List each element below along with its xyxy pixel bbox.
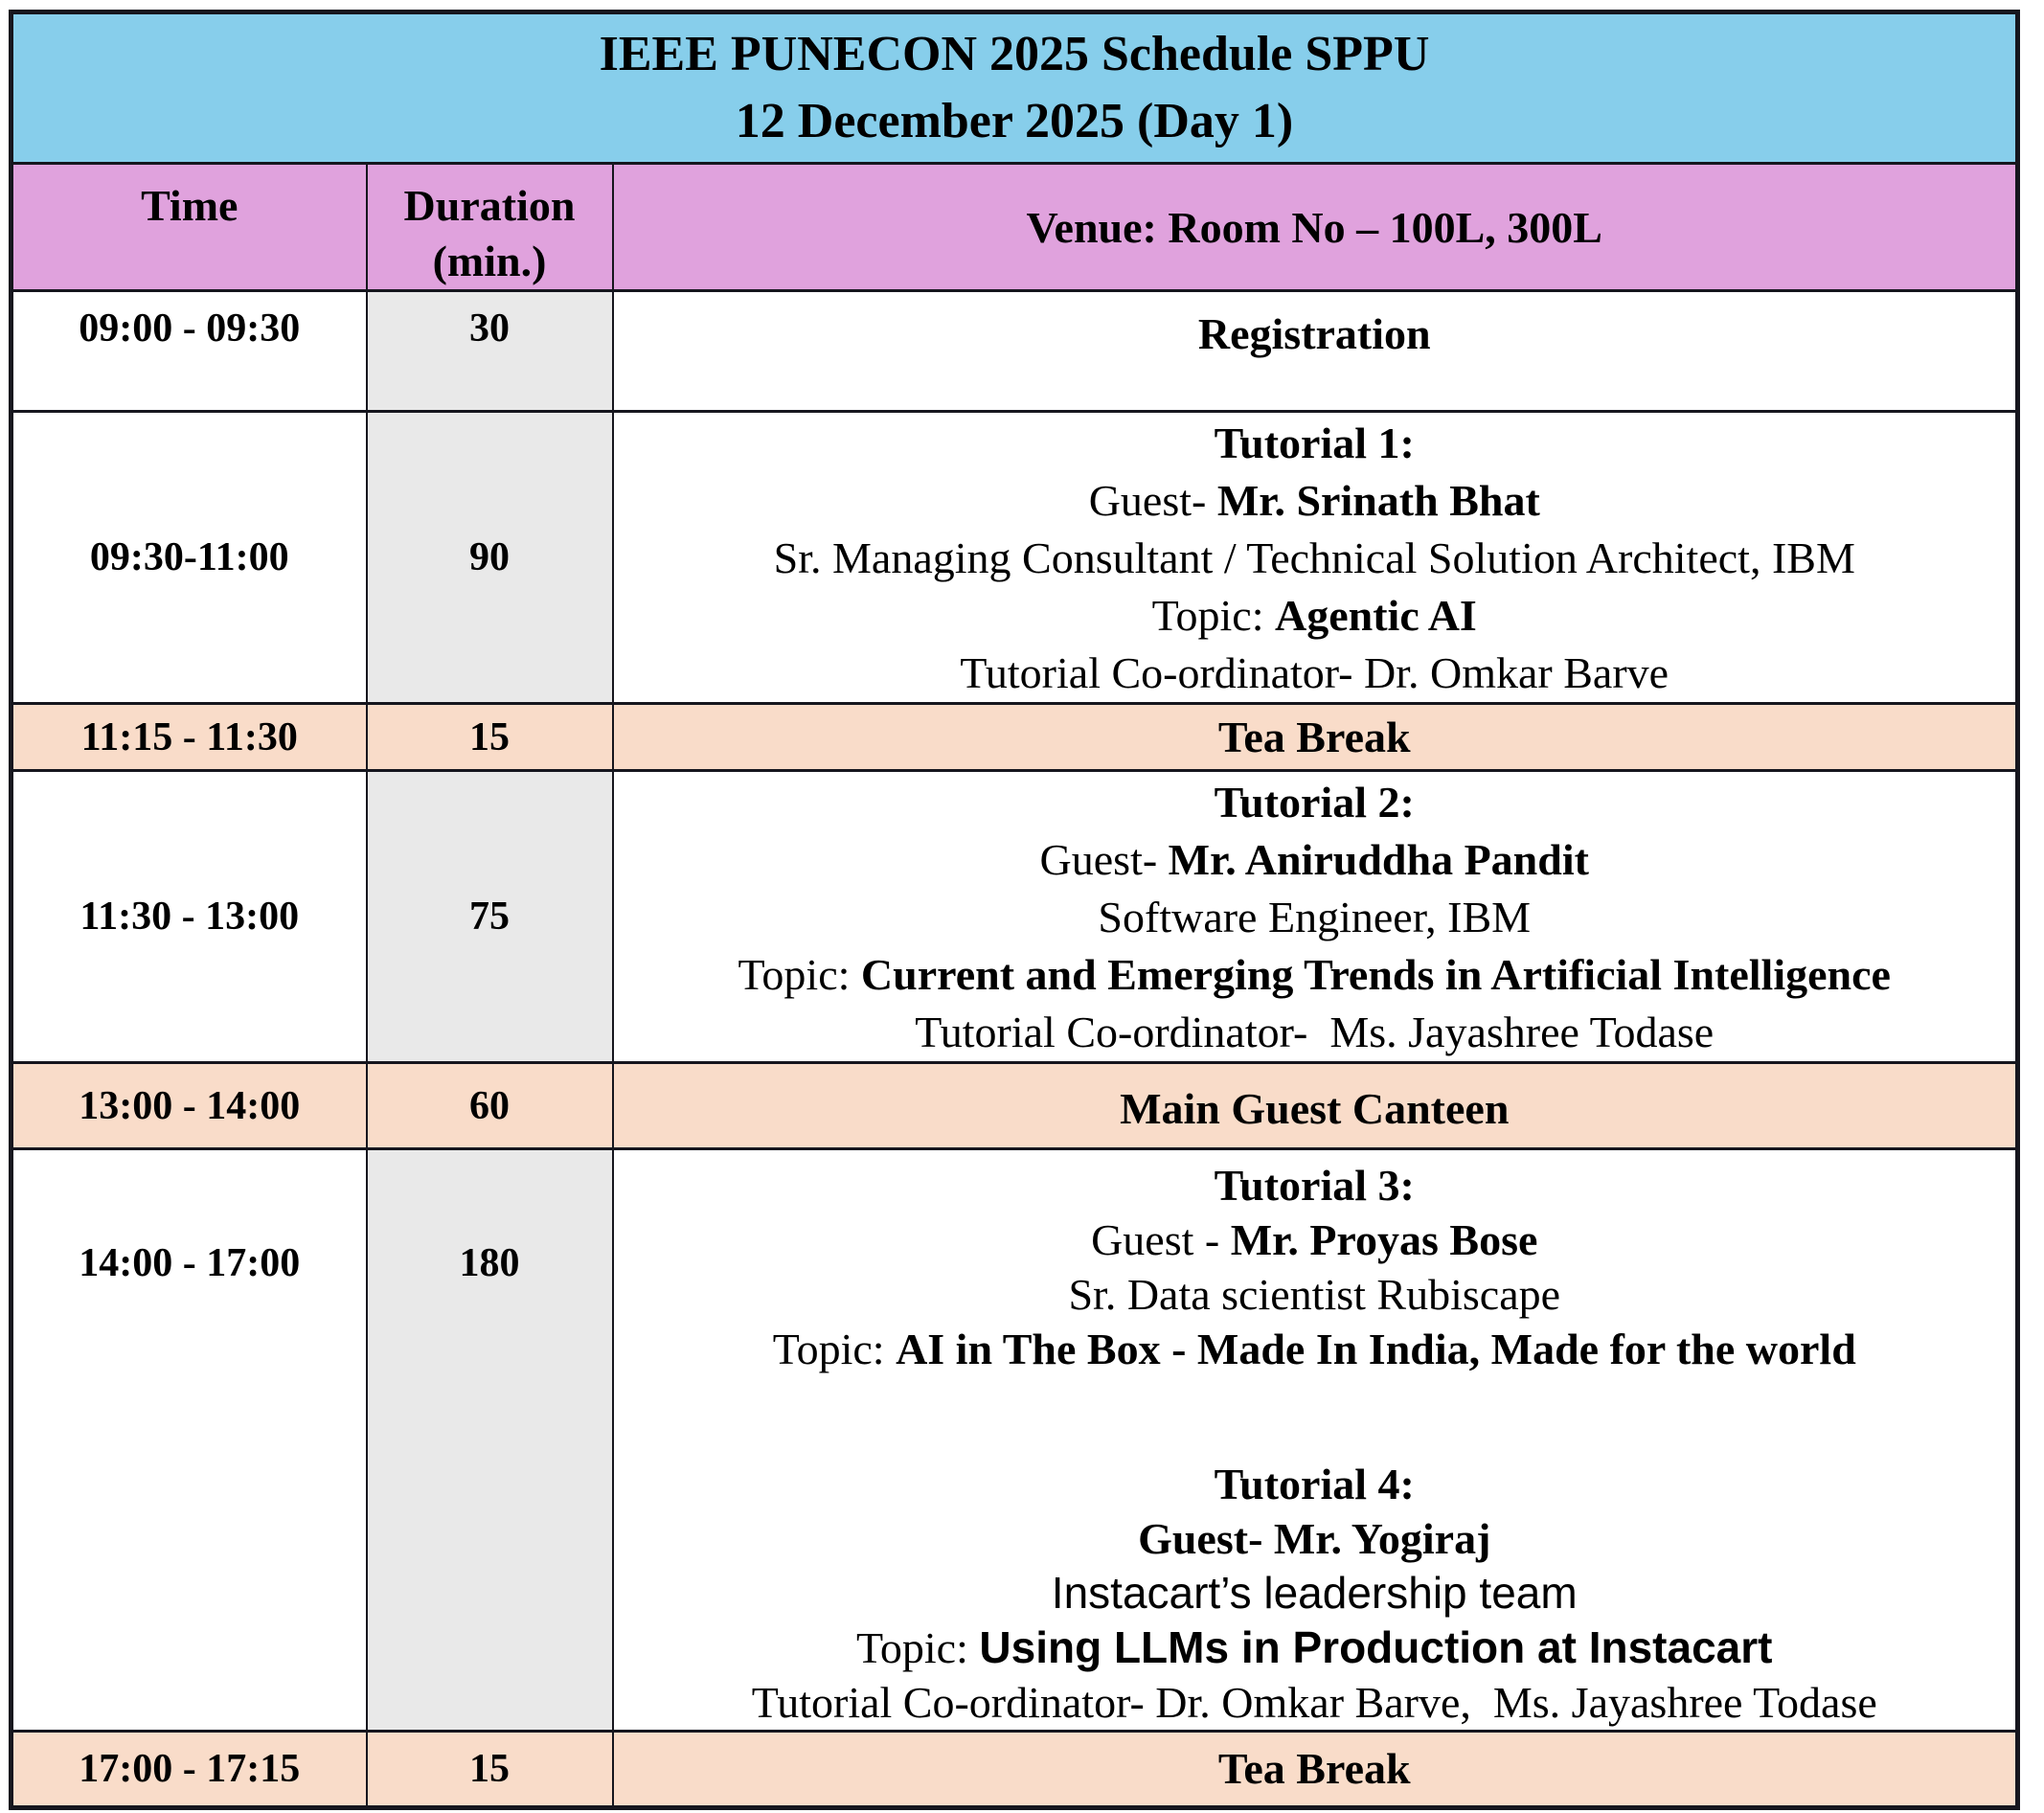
table-row-tea-break-2	[11, 1732, 2018, 1808]
guest-designation: Sr. Managing Consultant / Technical Solution Architect, IBM	[773, 533, 1855, 582]
time-cell: 17:00 - 17:15	[11, 1732, 367, 1808]
tutorial-coordinator: Tutorial Co-ordinator- Dr. Omkar Barve	[960, 648, 1669, 697]
content-cell	[613, 291, 2018, 412]
break-label: Tea Break	[1217, 712, 1411, 761]
topic-prefix: Topic:	[772, 1325, 897, 1373]
tutorial-guest	[614, 1212, 2016, 1267]
table-row-title	[11, 12, 2018, 164]
topic-prefix: Topic:	[738, 950, 861, 999]
guest-prefix: Guest-	[1039, 835, 1169, 884]
tutorial-heading: Tutorial 2:	[1214, 778, 1415, 827]
guest-name: Mr. Srinath Bhat	[1216, 476, 1540, 525]
duration-cell: 75	[367, 771, 613, 1063]
time-cell: 13:00 - 14:00	[11, 1063, 367, 1149]
spacer	[614, 1416, 2016, 1457]
topic-title: Current and Emerging Trends in Artificial Intelligence	[860, 950, 1891, 999]
tutorial-topic	[614, 1620, 2016, 1675]
duration-header-line2: (min.)	[432, 237, 547, 285]
time-cell: 09:00 - 09:30	[11, 291, 367, 412]
tutorial-guest: Guest- Mr. Yogiraj	[1138, 1514, 1491, 1563]
duration-cell: 30	[367, 291, 613, 412]
guest-prefix: Guest-	[1088, 476, 1217, 525]
column-header-venue: Venue: Room No – 100L, 300L	[613, 164, 2018, 291]
duration-header-line1: Duration	[403, 181, 576, 230]
guest-designation: Instacart’s leadership team	[1051, 1568, 1578, 1618]
table-row-header	[11, 164, 2018, 291]
guest-designation: Sr. Data scientist Rubiscape	[1068, 1270, 1561, 1319]
content-cell	[613, 771, 2018, 1063]
table-row-tutorial3-4	[11, 1149, 2018, 1732]
break-label: Tea Break	[1217, 1744, 1411, 1793]
content-cell	[613, 1063, 2018, 1149]
duration-cell: 90	[367, 412, 613, 704]
topic-prefix: Topic:	[1151, 591, 1276, 640]
topic-title: Using LLMs in Production at Instacart	[979, 1622, 1773, 1672]
schedule-title-line1: IEEE PUNECON 2025 Schedule SPPU	[599, 27, 1430, 81]
tutorial-heading: Tutorial 1:	[1214, 419, 1415, 467]
time-cell: 11:15 - 11:30	[11, 704, 367, 771]
break-label: Main Guest Canteen	[1120, 1084, 1510, 1133]
tutorial-heading: Tutorial 3:	[1214, 1161, 1415, 1210]
guest-name: Mr. Aniruddha Pandit	[1168, 835, 1589, 884]
content-cell	[613, 412, 2018, 704]
tutorial-coordinator: Tutorial Co-ordinator- Dr. Omkar Barve, Ms. Jayashree Todase	[751, 1678, 1877, 1727]
topic-title: AI in The Box - Made In India, Made for the world	[896, 1325, 1856, 1373]
schedule-title-cell	[11, 12, 2018, 164]
table-row-lunch	[11, 1063, 2018, 1149]
topic-prefix: Topic:	[856, 1623, 980, 1672]
table-row-tutorial2	[11, 771, 2018, 1063]
tutorial-coordinator: Tutorial Co-ordinator- Ms. Jayashree Todase	[915, 1008, 1715, 1056]
guest-designation: Software Engineer, IBM	[1098, 893, 1532, 941]
duration-cell: 15	[367, 1732, 613, 1808]
schedule-title-line2: 12 December 2025 (Day 1)	[735, 94, 1294, 148]
time-cell: 11:30 - 13:00	[11, 771, 367, 1063]
content-cell	[613, 1149, 2018, 1732]
table-row-tea-break-1	[11, 704, 2018, 771]
table-row-registration	[11, 291, 2018, 412]
table-row-tutorial1	[11, 412, 2018, 704]
time-cell: 14:00 - 17:00	[11, 1149, 367, 1732]
session-label: Registration	[1197, 309, 1431, 358]
duration-cell: 15	[367, 704, 613, 771]
tutorial-topic	[614, 587, 2016, 645]
content-cell	[613, 704, 2018, 771]
tutorial-heading: Tutorial 4:	[1214, 1460, 1415, 1508]
tutorial-topic	[614, 1322, 2016, 1376]
duration-cell: 180	[367, 1149, 613, 1732]
spacer	[614, 1376, 2016, 1416]
tutorial-guest	[614, 831, 2016, 889]
guest-prefix: Guest -	[1091, 1215, 1231, 1264]
column-header-time: Time	[11, 164, 367, 291]
time-cell: 09:30-11:00	[11, 412, 367, 704]
guest-name: Mr. Proyas Bose	[1230, 1215, 1538, 1264]
schedule-table	[9, 10, 2020, 1810]
topic-title: Agentic AI	[1275, 591, 1477, 640]
content-cell	[613, 1732, 2018, 1808]
tutorial-topic	[614, 946, 2016, 1004]
duration-cell: 60	[367, 1063, 613, 1149]
column-header-duration	[367, 164, 613, 291]
tutorial-guest	[614, 472, 2016, 530]
